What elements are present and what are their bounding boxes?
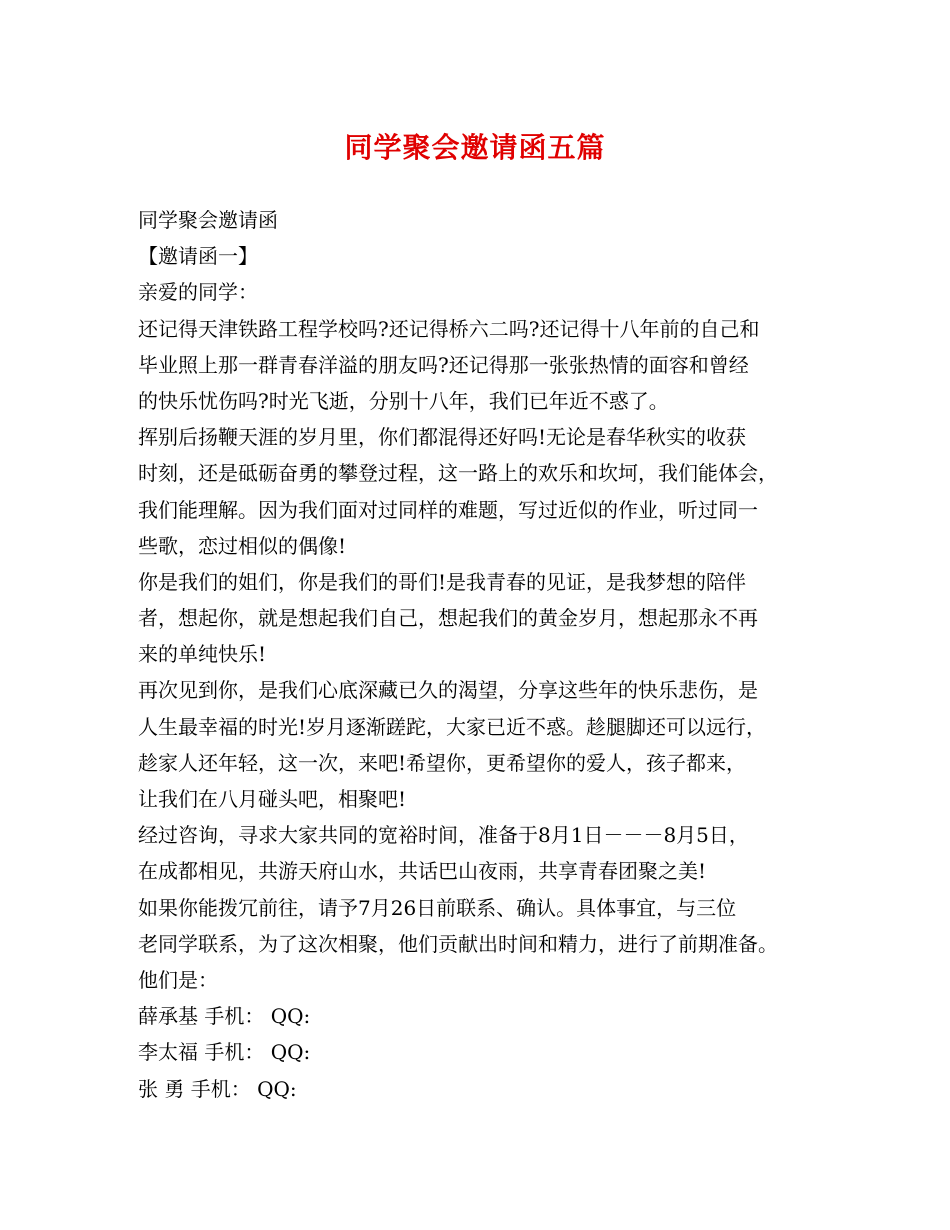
body-line: 如果你能拨冗前往，请予7月26日前联系、确认。具体事宜，与三位: [138, 895, 737, 920]
body-line: 老同学联系，为了这次相聚，他们贡献出时间和精力，进行了前期准备。: [138, 931, 778, 956]
body-line: 的快乐忧伤吗?时光飞逝，分别十八年，我们已年近不惑了。: [138, 388, 669, 413]
body-line: 毕业照上那一群青春洋溢的朋友吗?还记得那一张张热情的面容和曾经: [138, 352, 749, 377]
document-title: 同学聚会邀请函五篇: [344, 131, 606, 164]
body-line: 你是我们的姐们，你是我们的哥们!是我青春的见证，是我梦想的陪伴: [138, 569, 747, 594]
body-line: 挥别后扬鞭天涯的岁月里，你们都混得还好吗!无论是春华秋实的收获: [138, 425, 747, 450]
body-line: 我们能理解。因为我们面对过同样的难题，写过近似的作业，听过同一: [138, 497, 758, 522]
body-line: 【邀请函一】: [138, 244, 258, 269]
body-line: 再次见到你，是我们心底深藏已久的渴望，分享这些年的快乐悲伤，是: [138, 678, 758, 703]
body-line: 还记得天津铁路工程学校吗?还记得桥六二吗?还记得十八年前的自己和: [138, 316, 760, 341]
contact-line: 李太福 手机： QQ:: [138, 1040, 311, 1065]
body-line: 他们是：: [138, 967, 218, 992]
body-line: 趁家人还年轻，这一次，来吧!希望你，更希望你的爱人，孩子都来，: [138, 750, 747, 775]
body-line: 人生最幸福的时光!岁月逐渐蹉跎，大家已近不惑。趁腿脚还可以远行，: [138, 714, 767, 739]
body-line: 来的单纯快乐!: [138, 642, 267, 667]
body-line: 亲爱的同学：: [138, 280, 258, 305]
document-body: [138, 202, 828, 1107]
contact-line: 张 勇 手机： QQ:: [138, 1076, 297, 1101]
body-line: 同学聚会邀请函: [138, 208, 278, 232]
body-line: 者，想起你，就是想起我们自己，想起我们的黄金岁月，想起那永不再: [138, 606, 758, 631]
contact-line: 薛承基 手机： QQ:: [138, 1004, 311, 1029]
body-line: 经过咨询，寻求大家共同的宽裕时间，准备于8月1日－－－8月5日，: [138, 823, 749, 848]
body-line: 让我们在八月碰头吧，相聚吧!: [138, 787, 407, 811]
body-line: 些歌，恋过相似的偶像!: [138, 533, 347, 558]
body-line: 在成都相见，共游天府山水，共话巴山夜雨，共享青春团聚之美!: [138, 859, 707, 884]
body-line: 时刻，还是砥砺奋勇的攀登过程，这一路上的欢乐和坎坷，我们能体会，: [138, 461, 778, 486]
